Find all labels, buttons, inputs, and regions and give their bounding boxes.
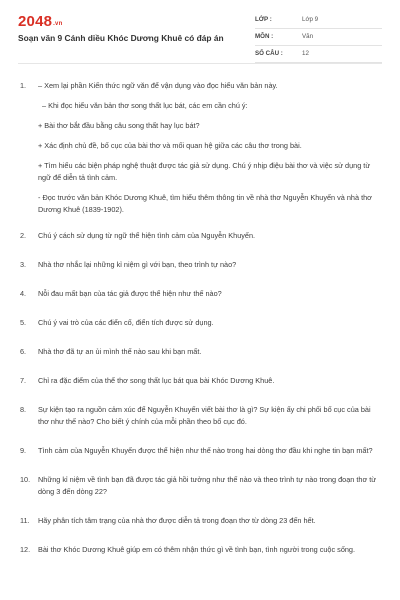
question-text: Bài thơ Khóc Dương Khuê giúp em có thêm nhận thức gì về tình bạn, tình người trong cuộc sống. (38, 545, 356, 554)
meta-key: MÔN : (255, 33, 274, 40)
question-subline: + Tìm hiểu các biện pháp nghệ thuật được tác giả sử dụng. Chú ý nhịp điệu bài thơ và việc sử dụng từ ngữ để diễn tả tình cảm. (38, 161, 371, 182)
question-text: Nhà thơ nhắc lại những kỉ niệm gì với bạn, theo trình tự nào? (38, 260, 237, 269)
question-text: Sự kiện tạo ra nguồn cảm xúc để Nguyễn Khuyến viết bài thơ là gì? Sự kiện ấy chi phối bố cục của bài thơ như thế nào? Cho biết ý chính của mỗi phần theo bố cục đó. (38, 405, 371, 426)
question-item (18, 474, 382, 498)
question-subline: + Bài thơ bắt đầu bằng câu song thất hay lục bát? (38, 121, 200, 130)
question-subline: - Đọc trước văn bản Khóc Dương Khuê, tìm hiểu thêm thông tin về nhà thơ Nguyễn Khuyến và nhà thơ Dương Khuê (1839-1902). (38, 193, 372, 214)
question-item (18, 288, 382, 300)
logo-text: 2048 (18, 13, 53, 30)
question-number: 5. (20, 318, 27, 327)
question-number: 3. (20, 260, 27, 269)
page-header (18, 12, 382, 60)
question-text: Chú ý cách sử dụng từ ngữ thể hiện tình cảm của Nguyễn Khuyến. (38, 231, 256, 240)
header-divider (18, 63, 382, 64)
question-item (18, 404, 382, 428)
question-item (18, 375, 382, 387)
question-number: 8. (20, 405, 27, 414)
question-number: 9. (20, 446, 27, 455)
document-title: Soạn văn 9 Cánh diều Khóc Dương Khuê có đáp án (18, 33, 224, 43)
meta-row-subject (255, 29, 382, 46)
meta-value: Văn (302, 33, 314, 40)
question-text: Chú ý vai trò của các điển cố, điển tích được sử dụng. (38, 318, 214, 327)
question-text: – Xem lại phần Kiến thức ngữ văn để vận dụng vào đọc hiểu văn bản này. (38, 81, 278, 90)
question-number: 11. (20, 516, 30, 525)
question-item (18, 259, 382, 271)
meta-table (255, 12, 382, 63)
question-item (18, 230, 382, 242)
question-item (18, 346, 382, 358)
question-list (18, 80, 382, 573)
question-number: 6. (20, 347, 27, 356)
meta-value: Lớp 9 (302, 16, 319, 23)
meta-value: 12 (302, 50, 309, 57)
question-text: Tình cảm của Nguyễn Khuyến được thể hiện như thế nào trong hai dòng thơ đầu khi nghe tin bạn mất? (38, 446, 373, 455)
question-subline: – Khi đọc hiểu văn bản thơ song thất lục bát, các em cần chú ý: (42, 101, 248, 110)
question-item (18, 445, 382, 457)
question-subline: + Xác định chủ đề, bố cục của bài thơ và mối quan hệ giữa các câu thơ trong bài. (38, 141, 302, 150)
meta-row-class (255, 12, 382, 29)
question-number: 1. (20, 81, 27, 90)
site-logo[interactable] (18, 14, 62, 32)
question-item (18, 80, 382, 216)
meta-key: SỐ CÂU : (255, 50, 283, 57)
question-number: 2. (20, 231, 27, 240)
question-text: Hãy phân tích tâm trạng của nhà thơ được diễn tả trong đoạn thơ từ dòng 23 đến hết. (38, 516, 316, 525)
question-number: 7. (20, 376, 27, 385)
question-text: Chỉ ra đặc điểm của thể thơ song thất lục bát qua bài Khóc Dương Khuê. (38, 376, 275, 385)
meta-row-count (255, 46, 382, 63)
question-number: 12. (20, 545, 31, 554)
question-item (18, 515, 382, 527)
question-text: Nỗi đau mất bạn của tác giả được thể hiện như thế nào? (38, 289, 222, 298)
question-text: Những kỉ niệm về tình bạn đã được tác giả hồi tưởng như thế nào và theo trình tự nào trong đoạn thơ từ dòng 3 đến dòng 22? (38, 475, 377, 496)
question-number: 4. (20, 289, 27, 298)
question-number: 10. (20, 475, 31, 484)
question-item (18, 317, 382, 329)
question-text: Nhà thơ đã tự an ủi mình thế nào sau khi bạn mất. (38, 347, 202, 356)
meta-key: LỚP : (255, 16, 272, 23)
logo-suffix: .vn (53, 21, 63, 27)
question-item (18, 544, 382, 556)
